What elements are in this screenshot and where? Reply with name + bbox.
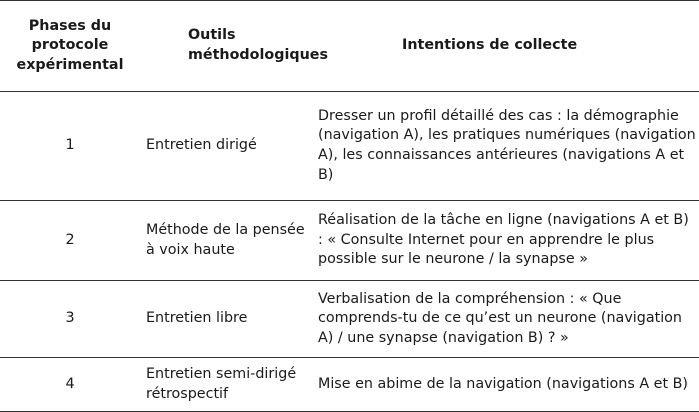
table-body — [0, 92, 699, 412]
phase-cell: 4 — [0, 358, 140, 412]
table-row — [0, 281, 699, 358]
phase-cell: 3 — [0, 281, 140, 358]
phase-cell: 1 — [0, 92, 140, 201]
tool-cell: Méthode de la pensée à voix haute — [140, 201, 314, 281]
table-header — [0, 1, 699, 92]
intent-cell: Mise en abime de la navigation (navigations A et B) — [314, 358, 699, 412]
header-phases: Phases du protocole expérimental — [0, 1, 140, 92]
table-row — [0, 358, 699, 412]
header-intentions: Intentions de collecte — [314, 1, 699, 92]
phase-cell: 2 — [0, 201, 140, 281]
table-row — [0, 201, 699, 281]
intent-cell: Dresser un profil détaillé des cas : la démographie (navigation A), les pratiques numériques (navigation A), les connaissances antérieures (navigations A et B) — [314, 92, 699, 201]
tool-cell: Entretien libre — [140, 281, 314, 358]
intent-cell: Réalisation de la tâche en ligne (navigations A et B) : « Consulte Internet pour en apprendre le plus possible sur le neurone / la synapse » — [314, 201, 699, 281]
tool-cell: Entretien semi-dirigé rétrospectif — [140, 358, 314, 412]
header-tools: Outils méthodologiques — [140, 1, 314, 92]
table-row — [0, 92, 699, 201]
intent-cell: Verbalisation de la compréhension : « Que comprends-tu de ce qu’est un neurone (navigation A) / une synapse (navigation B) ? » — [314, 281, 699, 358]
header-row — [0, 1, 699, 92]
tool-cell: Entretien dirigé — [140, 92, 314, 201]
